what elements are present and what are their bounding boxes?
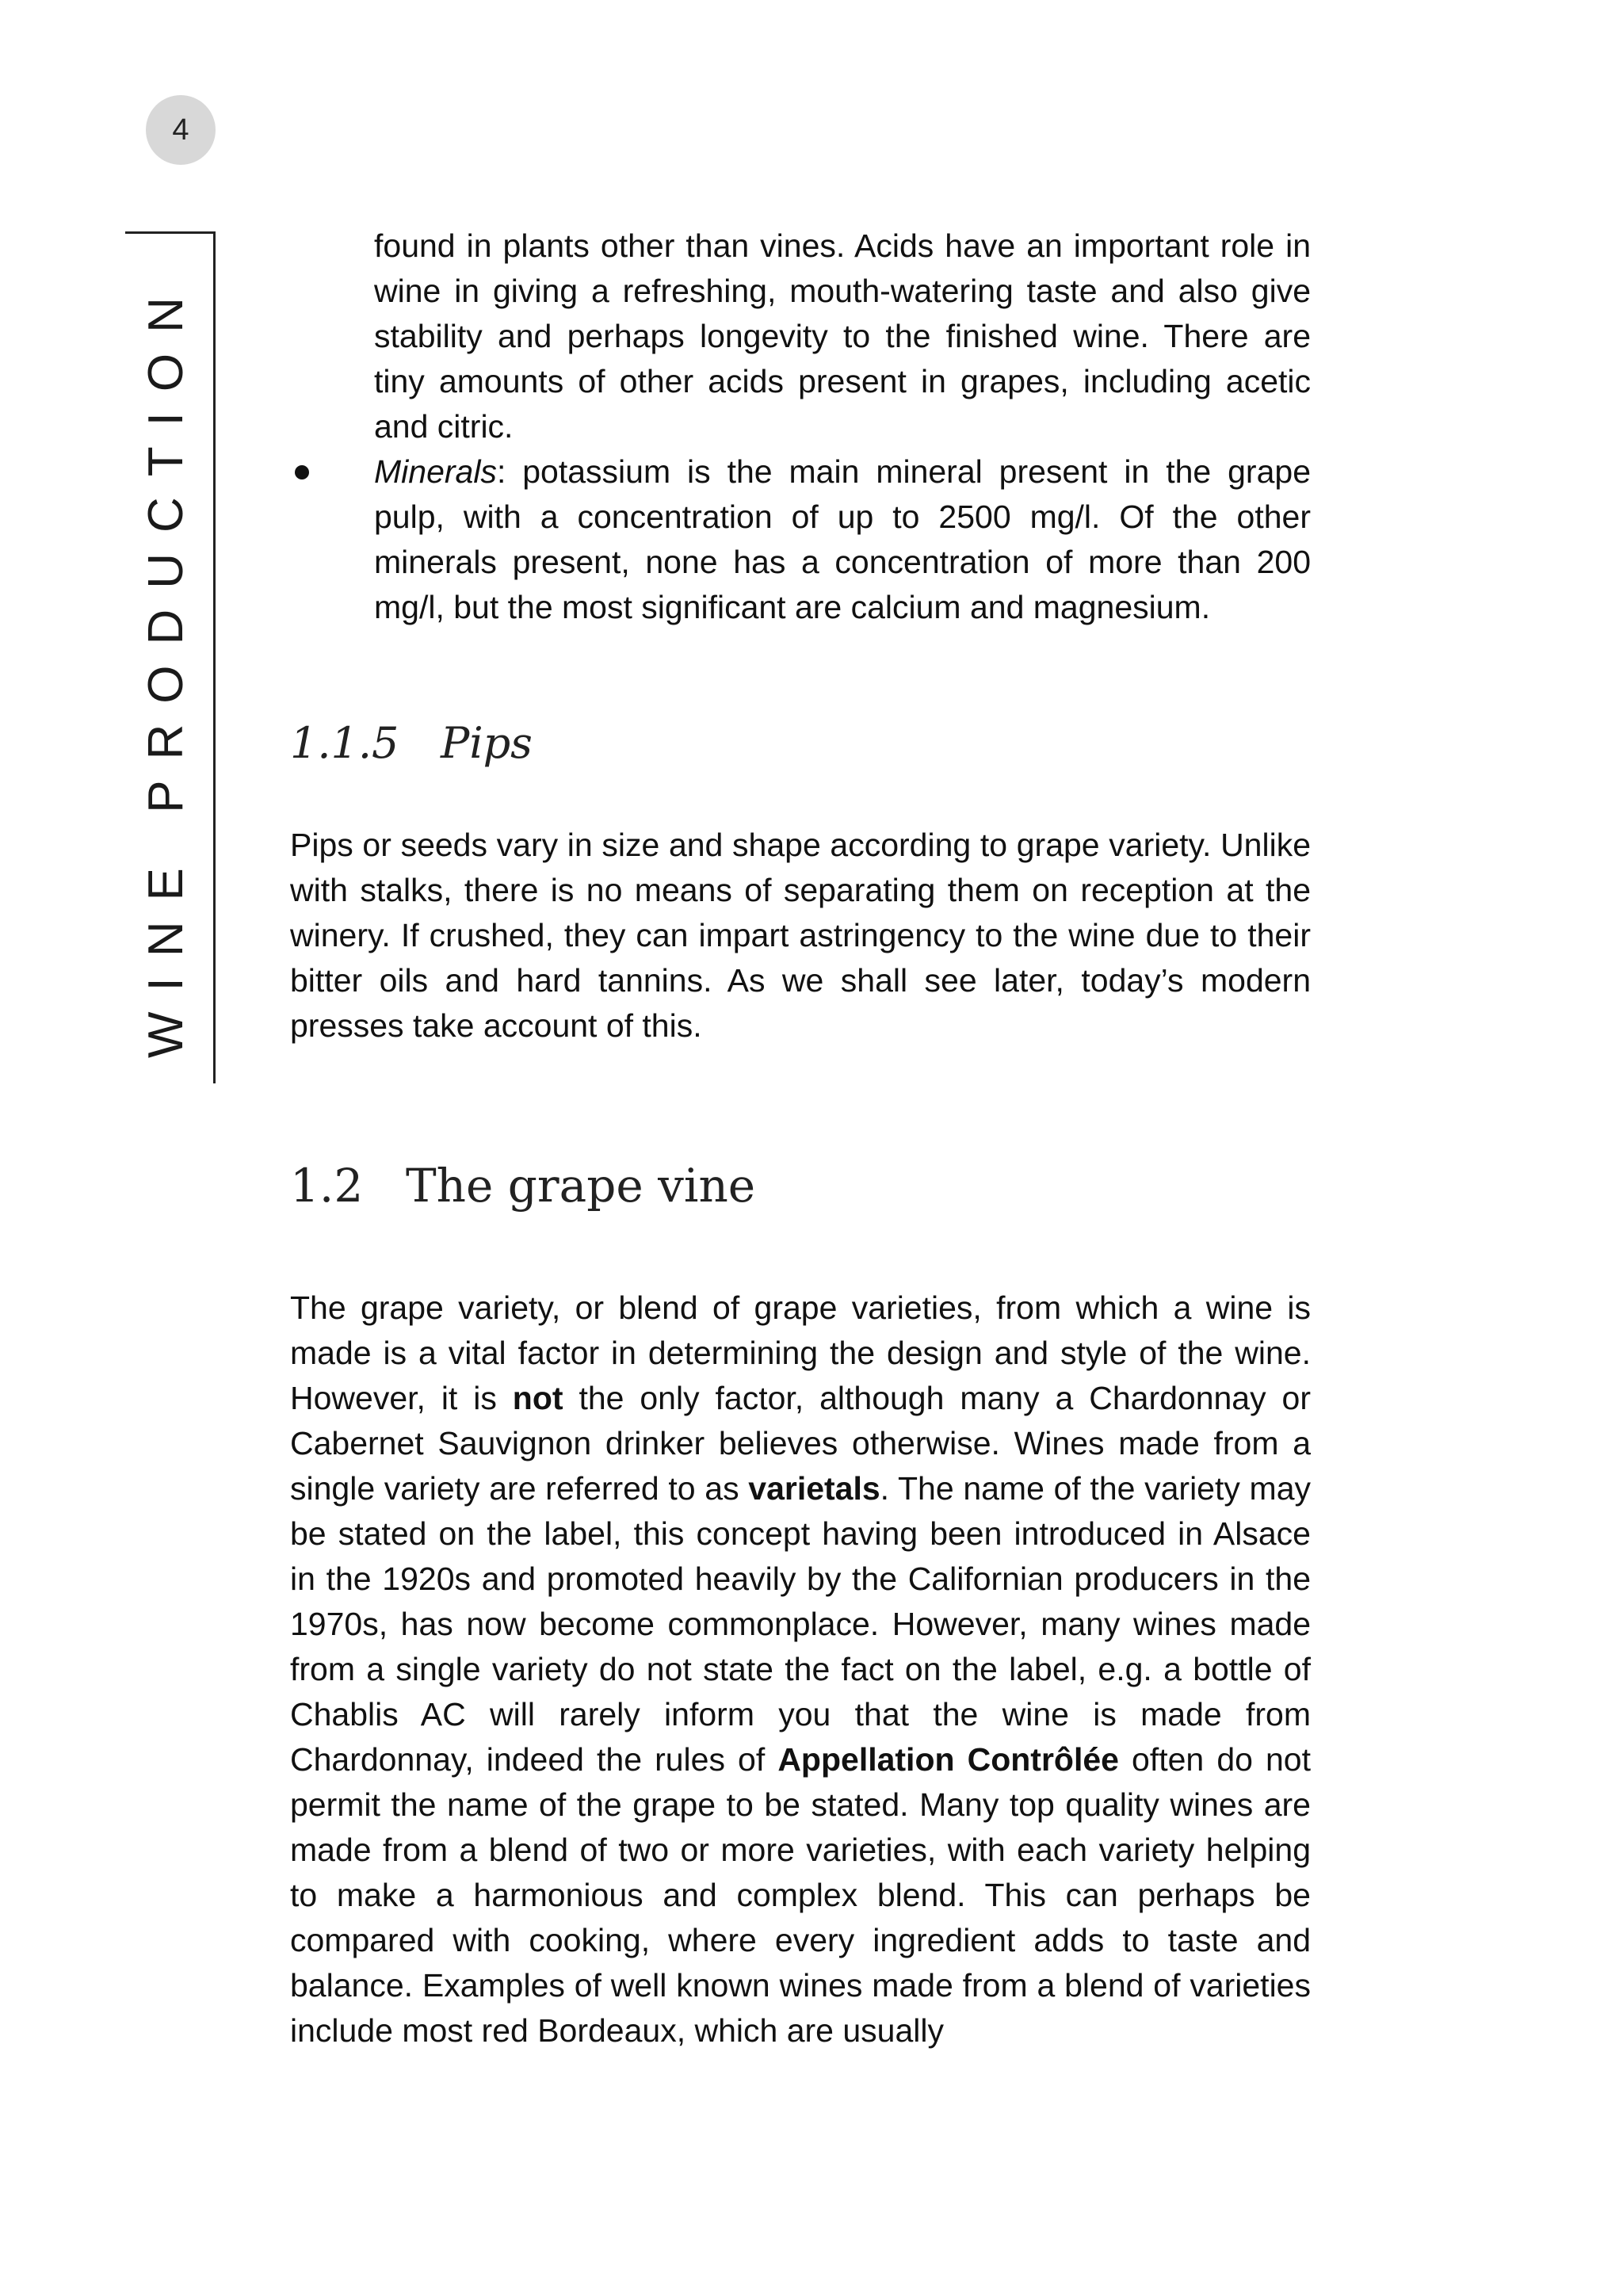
bullet-text (374, 449, 1311, 630)
section-number: 1.1.5 (290, 718, 399, 768)
page-number: 4 (146, 95, 216, 165)
grape-vine-text (290, 1286, 1311, 2053)
text-run: . The name of the variety may be stated on the label, this concept having been introduced in Alsace in the 1920s and promoted heavily by the Californian producers in the 1970s, has now become commonplace. However, many wines made from a single variety do not state the fact on the label, e.g. a bottle of Chablis AC will rarely inform you that the wine is made from Chardonnay, indeed the rules of (290, 1470, 1311, 1778)
side-rule-vertical (213, 231, 216, 1083)
term-varietals: varietals (748, 1470, 880, 1507)
section-title: The grape vine (406, 1159, 756, 1213)
section-heading-grape-vine (290, 1159, 755, 1213)
section-heading-pips (290, 718, 533, 768)
section-number: 1.2 (290, 1159, 364, 1213)
grape-vine-paragraph (290, 1286, 1311, 2053)
running-title-text: WINE PRODUCTION (139, 277, 193, 1058)
pips-paragraph (290, 823, 1311, 1049)
bullet-icon (295, 465, 309, 479)
section-title: Pips (441, 718, 533, 768)
emphasis-not: not (512, 1380, 563, 1416)
text-run: often do not permit the name of the grape to be stated. Many top quality wines are made from a blend of two or more varieties, with each variety helping to make a harmonious and complex blend. This can perhaps be compared with cooking, where every ingredient adds to taste and balance. Examples of well known wines made from a blend of varieties include most red Bordeaux, which are usually (290, 1741, 1311, 2049)
side-rule-top (125, 231, 216, 234)
intro-text: found in plants other than vines. Acids have an important role in wine in giving a refreshing, mouth-watering taste and also give stability and perhaps longevity to the finished wine. There are tiny amounts of other acids present in grapes, including acetic and citric. (374, 227, 1311, 445)
bullet-term: Minerals (374, 453, 497, 490)
pips-text: Pips or seeds vary in size and shape according to grape variety. Unlike with stalks, there is no means of separating them on reception at the winery. If crushed, they can impart astringency to the wine due to their bitter oils and hard tannins. As we shall see later, today’s modern presses take account of this. (290, 827, 1311, 1044)
text-run: the only factor, although many a Chardonnay or Cabernet Sauvignon drinker believes otherwise. Wines made from a single variety are referred to as (290, 1380, 1311, 1507)
bullet-body: : potassium is the main mineral present in the grape pulp, with a concentration of up to 2500 mg/l. Of the other minerals present, none has a concentration of more than 200 mg/l, but the most significant are calcium and magnesium. (374, 453, 1311, 625)
intro-paragraph (374, 223, 1311, 449)
text-run: The grape variety, or blend of grape varieties, from which a wine is made is a vital factor in determining the design and style of the wine. However, it is (290, 1289, 1311, 1416)
term-appellation-controlee: Appellation Contrôlée (777, 1741, 1119, 1778)
